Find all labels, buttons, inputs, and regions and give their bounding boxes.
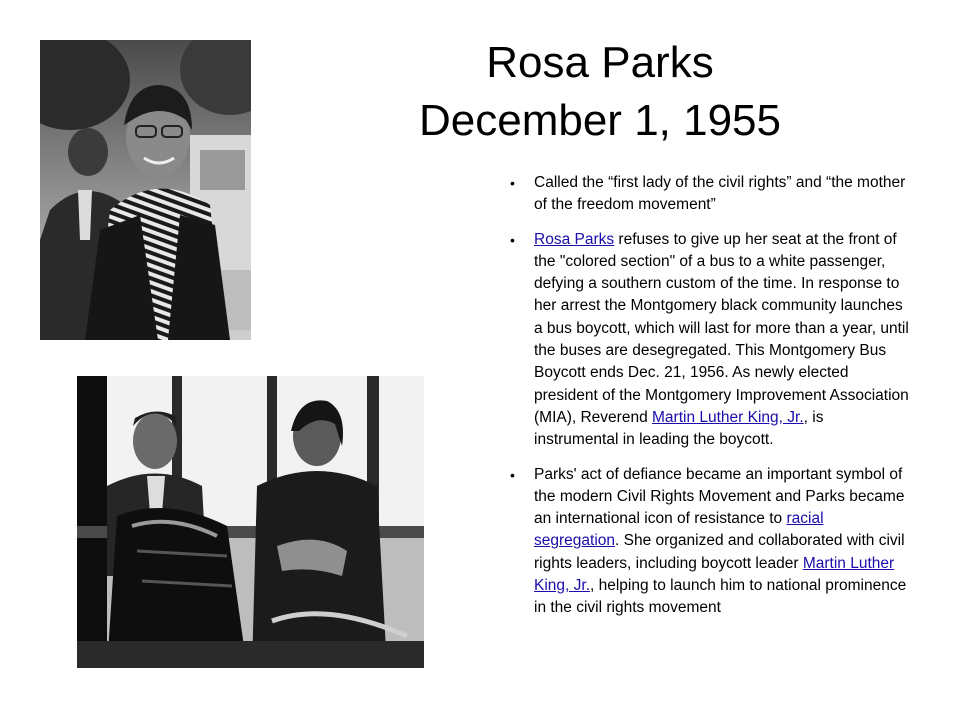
bullet-list bbox=[510, 172, 910, 632]
bullet-item bbox=[510, 172, 910, 217]
bus-image bbox=[77, 376, 424, 668]
portrait-image bbox=[40, 40, 251, 340]
bullet-text: , is instrumental in leading the boycott. bbox=[534, 408, 824, 449]
title-line-date: December 1, 1955 bbox=[419, 96, 781, 145]
rosa-parks-portrait-photo bbox=[40, 40, 251, 340]
link-martin-luther-king[interactable]: Martin Luther King, Jr. bbox=[534, 554, 895, 595]
bullet-text: Called the “first lady of the civil rights” and “the mother of the freedom movement” bbox=[534, 174, 906, 214]
bullet-text: refuses to give up her seat at the front of the "colored section" of a bus to a white passenger, defying a southern custom of the time. In response to her arrest the Montgomery black community launches a bus boycott, which will last for more than a year, until the buses are desegregated. This Montgomery Bus Boycott ends Dec. 21, 1956. As newly elected president of the Montgomery Improvement Association (MIA), Reverend bbox=[534, 230, 909, 426]
slide-title bbox=[250, 34, 950, 150]
title-line-name: Rosa Parks bbox=[486, 38, 714, 87]
bullet-text: . She organized and collaborated with civil rights leaders, including boycott leader bbox=[534, 532, 905, 572]
bullet-text: Parks' act of defiance became an important symbol of the modern Civil Rights Movement and Parks became an international icon of resistance to bbox=[534, 465, 905, 528]
bullet-item bbox=[510, 229, 910, 452]
bullet-item bbox=[510, 464, 910, 620]
link-rosa-parks[interactable]: Rosa Parks bbox=[534, 230, 615, 248]
bullet-text: , helping to launch him to national prominence in the civil rights movement bbox=[534, 577, 907, 617]
rosa-parks-bus-photo bbox=[77, 376, 424, 668]
link-racial-segregation[interactable]: racial segregation bbox=[534, 510, 824, 550]
link-martin-luther-king[interactable]: Martin Luther King, Jr. bbox=[652, 408, 804, 426]
